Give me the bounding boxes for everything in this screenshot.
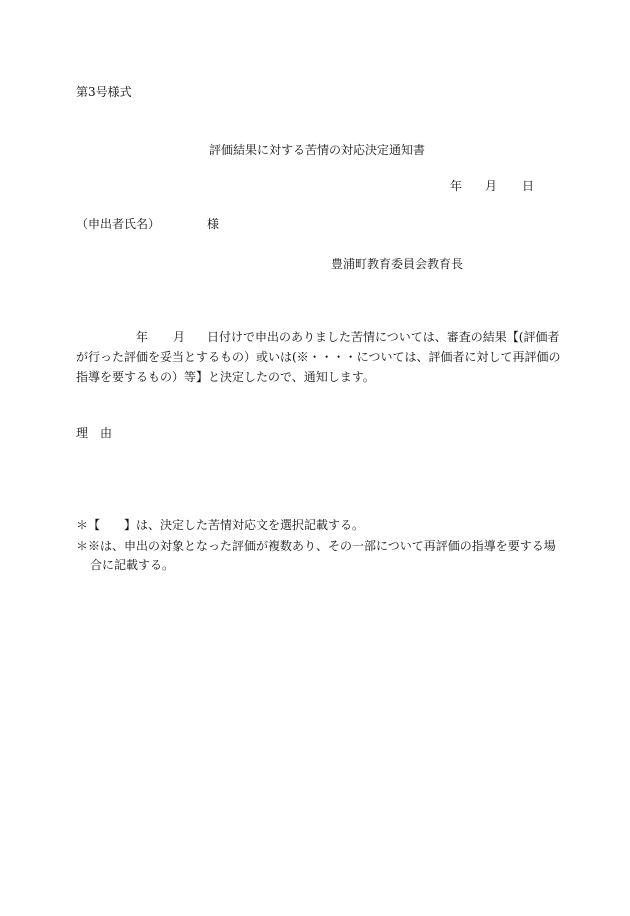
- body-month-label: 月: [173, 330, 186, 344]
- note-line-2: ＊※は、申出の対象となった評価が複数あり、その一部について再評価の指導を要する場: [76, 539, 556, 553]
- date-month-label: 月: [485, 179, 498, 193]
- body-line-2: が行った評価を妥当とするもの）或いは(※・・・・については、評価者に対して再評価の: [76, 350, 561, 364]
- note-line-1: ＊【 】は、決定した苦情対応文を選択記載する。: [76, 518, 365, 532]
- date-day-label: 日: [522, 179, 535, 193]
- body-line-3: 指導を要するもの）等】と決定したので、通知します。: [76, 370, 375, 384]
- body-year-label: 年: [136, 330, 149, 344]
- recipient-honorific: 様: [207, 217, 220, 231]
- sender-title: 豊浦町教育委員会教育長: [331, 257, 464, 271]
- date-year-label: 年: [450, 179, 463, 193]
- body-line-1: 日付けで申出のありました苦情については、審査の結果【(評価者: [207, 330, 560, 344]
- note-line-3: 合に記載する。: [90, 558, 175, 572]
- recipient-name-label: （申出者氏名）: [76, 217, 161, 231]
- document-title: 評価結果に対する苦情の対応決定通知書: [209, 143, 426, 157]
- reason-label: 理 由: [76, 426, 113, 440]
- form-number: 第3号様式: [76, 85, 132, 99]
